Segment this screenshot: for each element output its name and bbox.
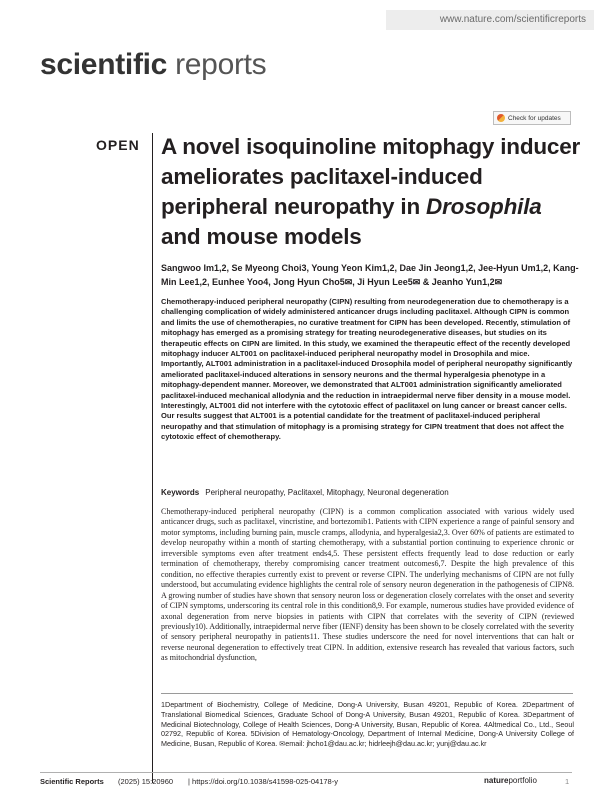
publisher-thin: portfolio: [508, 776, 537, 785]
keywords-label: Keywords: [161, 488, 200, 497]
footer-doi-link[interactable]: | https://doi.org/10.1038/s41598-025-04178-y: [188, 777, 338, 786]
article-title: [161, 132, 581, 252]
check-updates-label: Check for updates: [508, 115, 561, 122]
page-number: 1: [565, 777, 570, 786]
column-divider: [152, 133, 153, 783]
crossmark-icon: [497, 114, 505, 122]
title-main: A novel isoquinoline mitophagy inducer ameliorates paclitaxel-induced peripheral neuropathy in: [161, 134, 581, 219]
footer-volume: (2025) 15:20960: [118, 777, 174, 786]
footer-journal: Scientific Reports: [40, 777, 104, 786]
title-italic: Drosophila: [426, 194, 542, 219]
journal-url[interactable]: www.nature.com/scientificreports: [386, 10, 594, 30]
open-access-label: OPEN: [96, 137, 140, 153]
keywords-list: Peripheral neuropathy, Paclitaxel, Mitophagy, Neuronal degeneration: [205, 488, 449, 497]
affiliations: 1Department of Biochemistry, College of Medicine, Dong-A University, Busan 49201, Republic of Korea. 2Department of Translational Biomedical Sciences, Graduate School of Dong-A University, Busan 49201, Republic of Korea. 3Department of Medicinal Biotechnology, College of Health Sciences, Dong-A University, Busan, Republic of Korea. 4Altmedical Co., Ltd., Seoul 02792, Republic of Korea. 5Division of Hematology-Oncology, Department of Internal Medicine, Dong-A University College of Medicine, Busan, Republic of Korea. ✉email: jhcho1@dau.ac.kr; hidrleejh@dau.ac.kr; yunj@dau.ac.kr: [161, 700, 574, 749]
body-text: Chemotherapy-induced peripheral neuropathy (CIPN) is a common complication associated with various widely used anticancer drugs, such as paclitaxel, vincristine, and bortezomib1. Patients with CIPN experience a range of painful sensory and motor symptoms, including burning pain, muscle cramps, allodynia, and hyperalgesia2,3. Over 60% of patients are estimated to develop neuropathy within a month of starting chemotherapy, with a substantial portion continuing to experience chronic or irreversible symptoms even after treatment ends4,5. These persistent effects frequently lead to dose reduction or early termination of chemotherapy, thereby compromising cancer treatment outcomes6,7. Despite the high prevalence of this condition, no effective therapies currently exist to prevent or reverse CIPN. The underlying mechanisms of CIPN are not fully understood, but accumulating evidence highlights the central role of sensory neuron degeneration in the pathogenesis of CIPN8. A growing number of studies have shown that sensory neuron loss or degeneration closely correlates with the onset and severity of CIPN symptoms, underscoring its central role in this condition8,9. For example, numerous studies have provided evidence of axonal degeneration from nerve biopsies in patients with CIPN that correlates with the severity of CIPN (reviewed previously10). Additionally, intraepidermal nerve fiber (IENF) density has been shown to be closely correlated with the severity of sensory peripheral neuropathy in patients11. These studies underscore the need for novel interventions that can halt or reverse neuronal degeneration to effectively treat CIPN. In addition, extensive research has revealed that various factors, such as mitochondrial dysfunction,: [161, 507, 574, 663]
publisher-logo: [484, 776, 537, 785]
logo-thin: reports: [175, 48, 267, 81]
check-updates-button[interactable]: [493, 111, 571, 125]
title-end: and mouse models: [161, 224, 362, 249]
footer-divider: [40, 772, 572, 773]
abstract: Chemotherapy-induced peripheral neuropathy (CIPN) resulting from neurodegeneration due to chemotherapy is a challenging complication of widely administered anticancer drugs including paclitaxel. Although CIPN is common and limits the use of chemotherapies, no curative treatment for CIPN has been developed. Recently, stimulation of mitophagy has emerged as a promising strategy for treating neurodegenerative diseases, but studies on its therapeutic effects on CIPN are limited. In this study, we examined the therapeutic effect of the recently developed mitophagy inducer ALT001 on paclitaxel-induced peripheral neuropathy model in Drosophila and mice. Importantly, ALT001 administration in a paclitaxel-induced Drosophila model of peripheral neuropathy significantly ameliorated paclitaxel-induced alterations in sensory neurons and the thermal hyperalgesia phenotype in a mitophagy-dependent manner. Moreover, we demonstrated that ALT001 administration significantly ameliorated paclitaxel-induced mechanical allodynia and the reduction in intraepidermal nerve fiber density in a mouse model. Interestingly, ALT001 did not interfere with the cytotoxic effect of paclitaxel on lung cancer or breast cancer cells. Our results suggest that ALT001 is a potential candidate for the treatment of paclitaxel-induced peripheral neuropathy and that stimulation of mitophagy is a promising strategy for CIPN treatment that does not affect the cytotoxic effect of chemotherapy.: [161, 297, 573, 442]
journal-logo: [40, 48, 266, 82]
logo-bold: scientific: [40, 48, 168, 81]
keywords: [161, 488, 573, 497]
affiliation-divider: [161, 693, 573, 694]
author-list: Sangwoo Im1,2, Se Myeong Choi3, Young Yeon Kim1,2, Dae Jin Jeong1,2, Jee-Hyun Um1,2, Kang-Min Lee1,2, Eunhee Yoo4, Jong Hyun Cho5✉, Ji Hyun Lee5✉ & Jeanho Yun1,2✉: [161, 263, 579, 287]
publisher-bold: nature: [484, 776, 509, 785]
